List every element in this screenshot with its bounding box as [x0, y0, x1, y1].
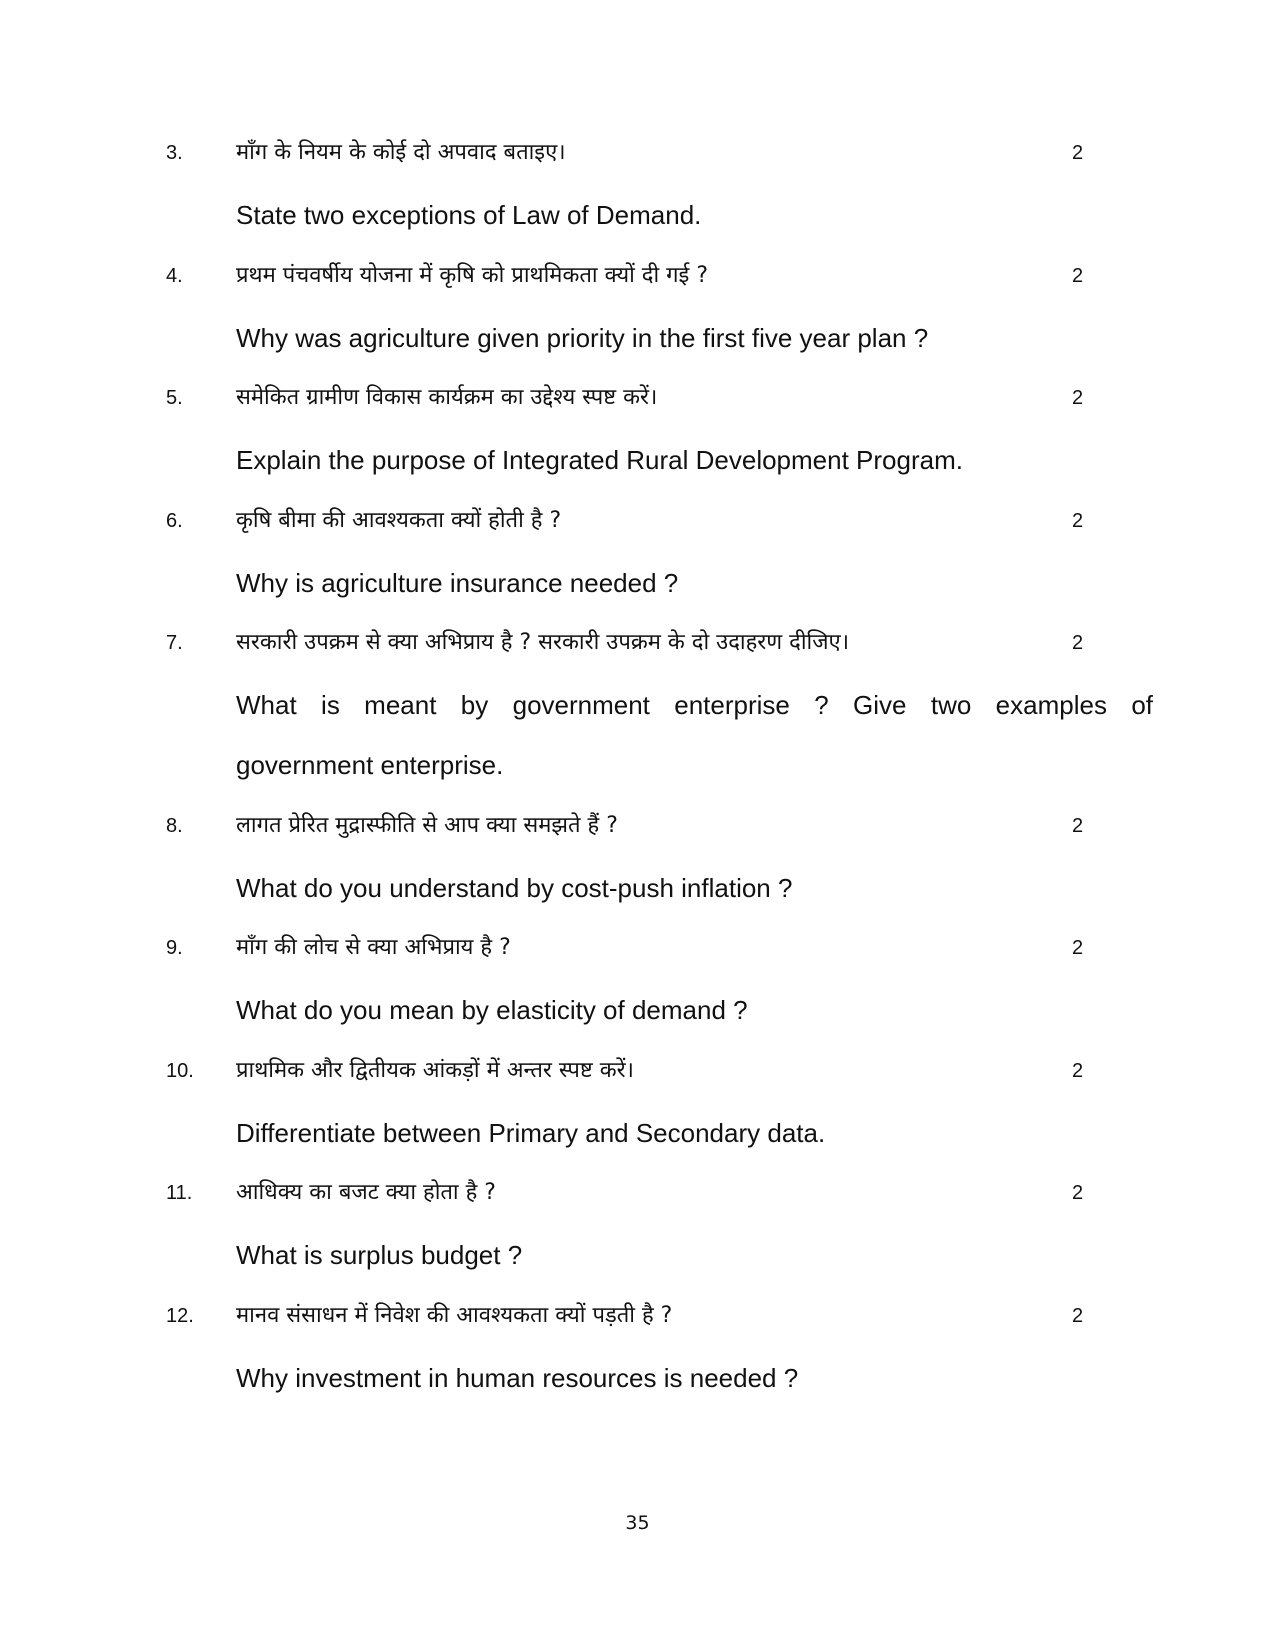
question-english: Why is agriculture insurance needed ? — [236, 568, 679, 598]
question-english: What is surplus budget ? — [236, 1240, 523, 1270]
question-marks: 2 — [1072, 937, 1084, 959]
question-hindi: प्रथम पंचवर्षीय योजना में कृषि को प्राथमिकता क्यों दी गई ? — [236, 263, 709, 288]
question-english: What do you understand by cost-push inflation ? — [236, 873, 793, 903]
question-hindi: प्राथमिक और द्वितीयक आंकड़ों में अन्तर स्पष्ट करें। — [236, 1058, 634, 1083]
question-english: What do you mean by elasticity of demand ? — [236, 995, 748, 1025]
question-marks: 2 — [1072, 1305, 1084, 1327]
question-number: 7. — [166, 632, 183, 654]
question-marks: 2 — [1072, 510, 1084, 532]
question-english: State two exceptions of Law of Demand. — [236, 200, 702, 230]
question-number: 3. — [166, 142, 183, 164]
question-hindi: आधिक्य का बजट क्या होता है ? — [236, 1180, 496, 1205]
question-number: 12. — [166, 1305, 194, 1327]
question-english: Explain the purpose of Integrated Rural Development Program. — [236, 445, 963, 475]
question-hindi: माँग की लोच से क्या अभिप्राय है ? — [236, 935, 511, 960]
question-hindi: कृषि बीमा की आवश्यकता क्यों होती है ? — [236, 508, 562, 533]
question-marks: 2 — [1072, 632, 1084, 654]
question-hindi: लागत प्रेरित मुद्रास्फीति से आप क्या समझते हैं ? — [236, 813, 618, 838]
question-number: 11. — [166, 1182, 193, 1204]
question-english: Differentiate between Primary and Secondary data. — [236, 1118, 826, 1148]
question-marks: 2 — [1072, 142, 1084, 164]
question-number: 5. — [166, 387, 183, 409]
question-hindi: मानव संसाधन में निवेश की आवश्यकता क्यों पड़ती है ? — [236, 1303, 673, 1328]
question-marks: 2 — [1072, 1060, 1084, 1082]
question-hindi: माँग के नियम के कोई दो अपवाद बताइए। — [236, 140, 566, 165]
question-number: 9. — [166, 937, 183, 959]
question-number: 4. — [166, 265, 183, 287]
question-marks: 2 — [1072, 387, 1084, 409]
question-english-line-1: What is meant by government enterprise ? Give two examples of — [236, 690, 1153, 720]
question-english: Why investment in human resources is needed ? — [236, 1363, 799, 1393]
question-marks: 2 — [1072, 265, 1084, 287]
question-marks: 2 — [1072, 815, 1084, 837]
question-marks: 2 — [1072, 1182, 1084, 1204]
question-hindi: समेकित ग्रामीण विकास कार्यक्रम का उद्देश्य स्पष्ट करें। — [236, 385, 658, 410]
question-number: 8. — [166, 815, 183, 837]
question-english: Why was agriculture given priority in the first five year plan ? — [236, 323, 929, 353]
question-number: 6. — [166, 510, 183, 532]
page-number: 35 — [625, 1512, 650, 1534]
question-number: 10. — [166, 1060, 194, 1082]
question-hindi: सरकारी उपक्रम से क्या अभिप्राय है ? सरकारी उपक्रम के दो उदाहरण दीजिए। — [236, 630, 850, 655]
question-english-line-2: government enterprise. — [236, 750, 504, 780]
